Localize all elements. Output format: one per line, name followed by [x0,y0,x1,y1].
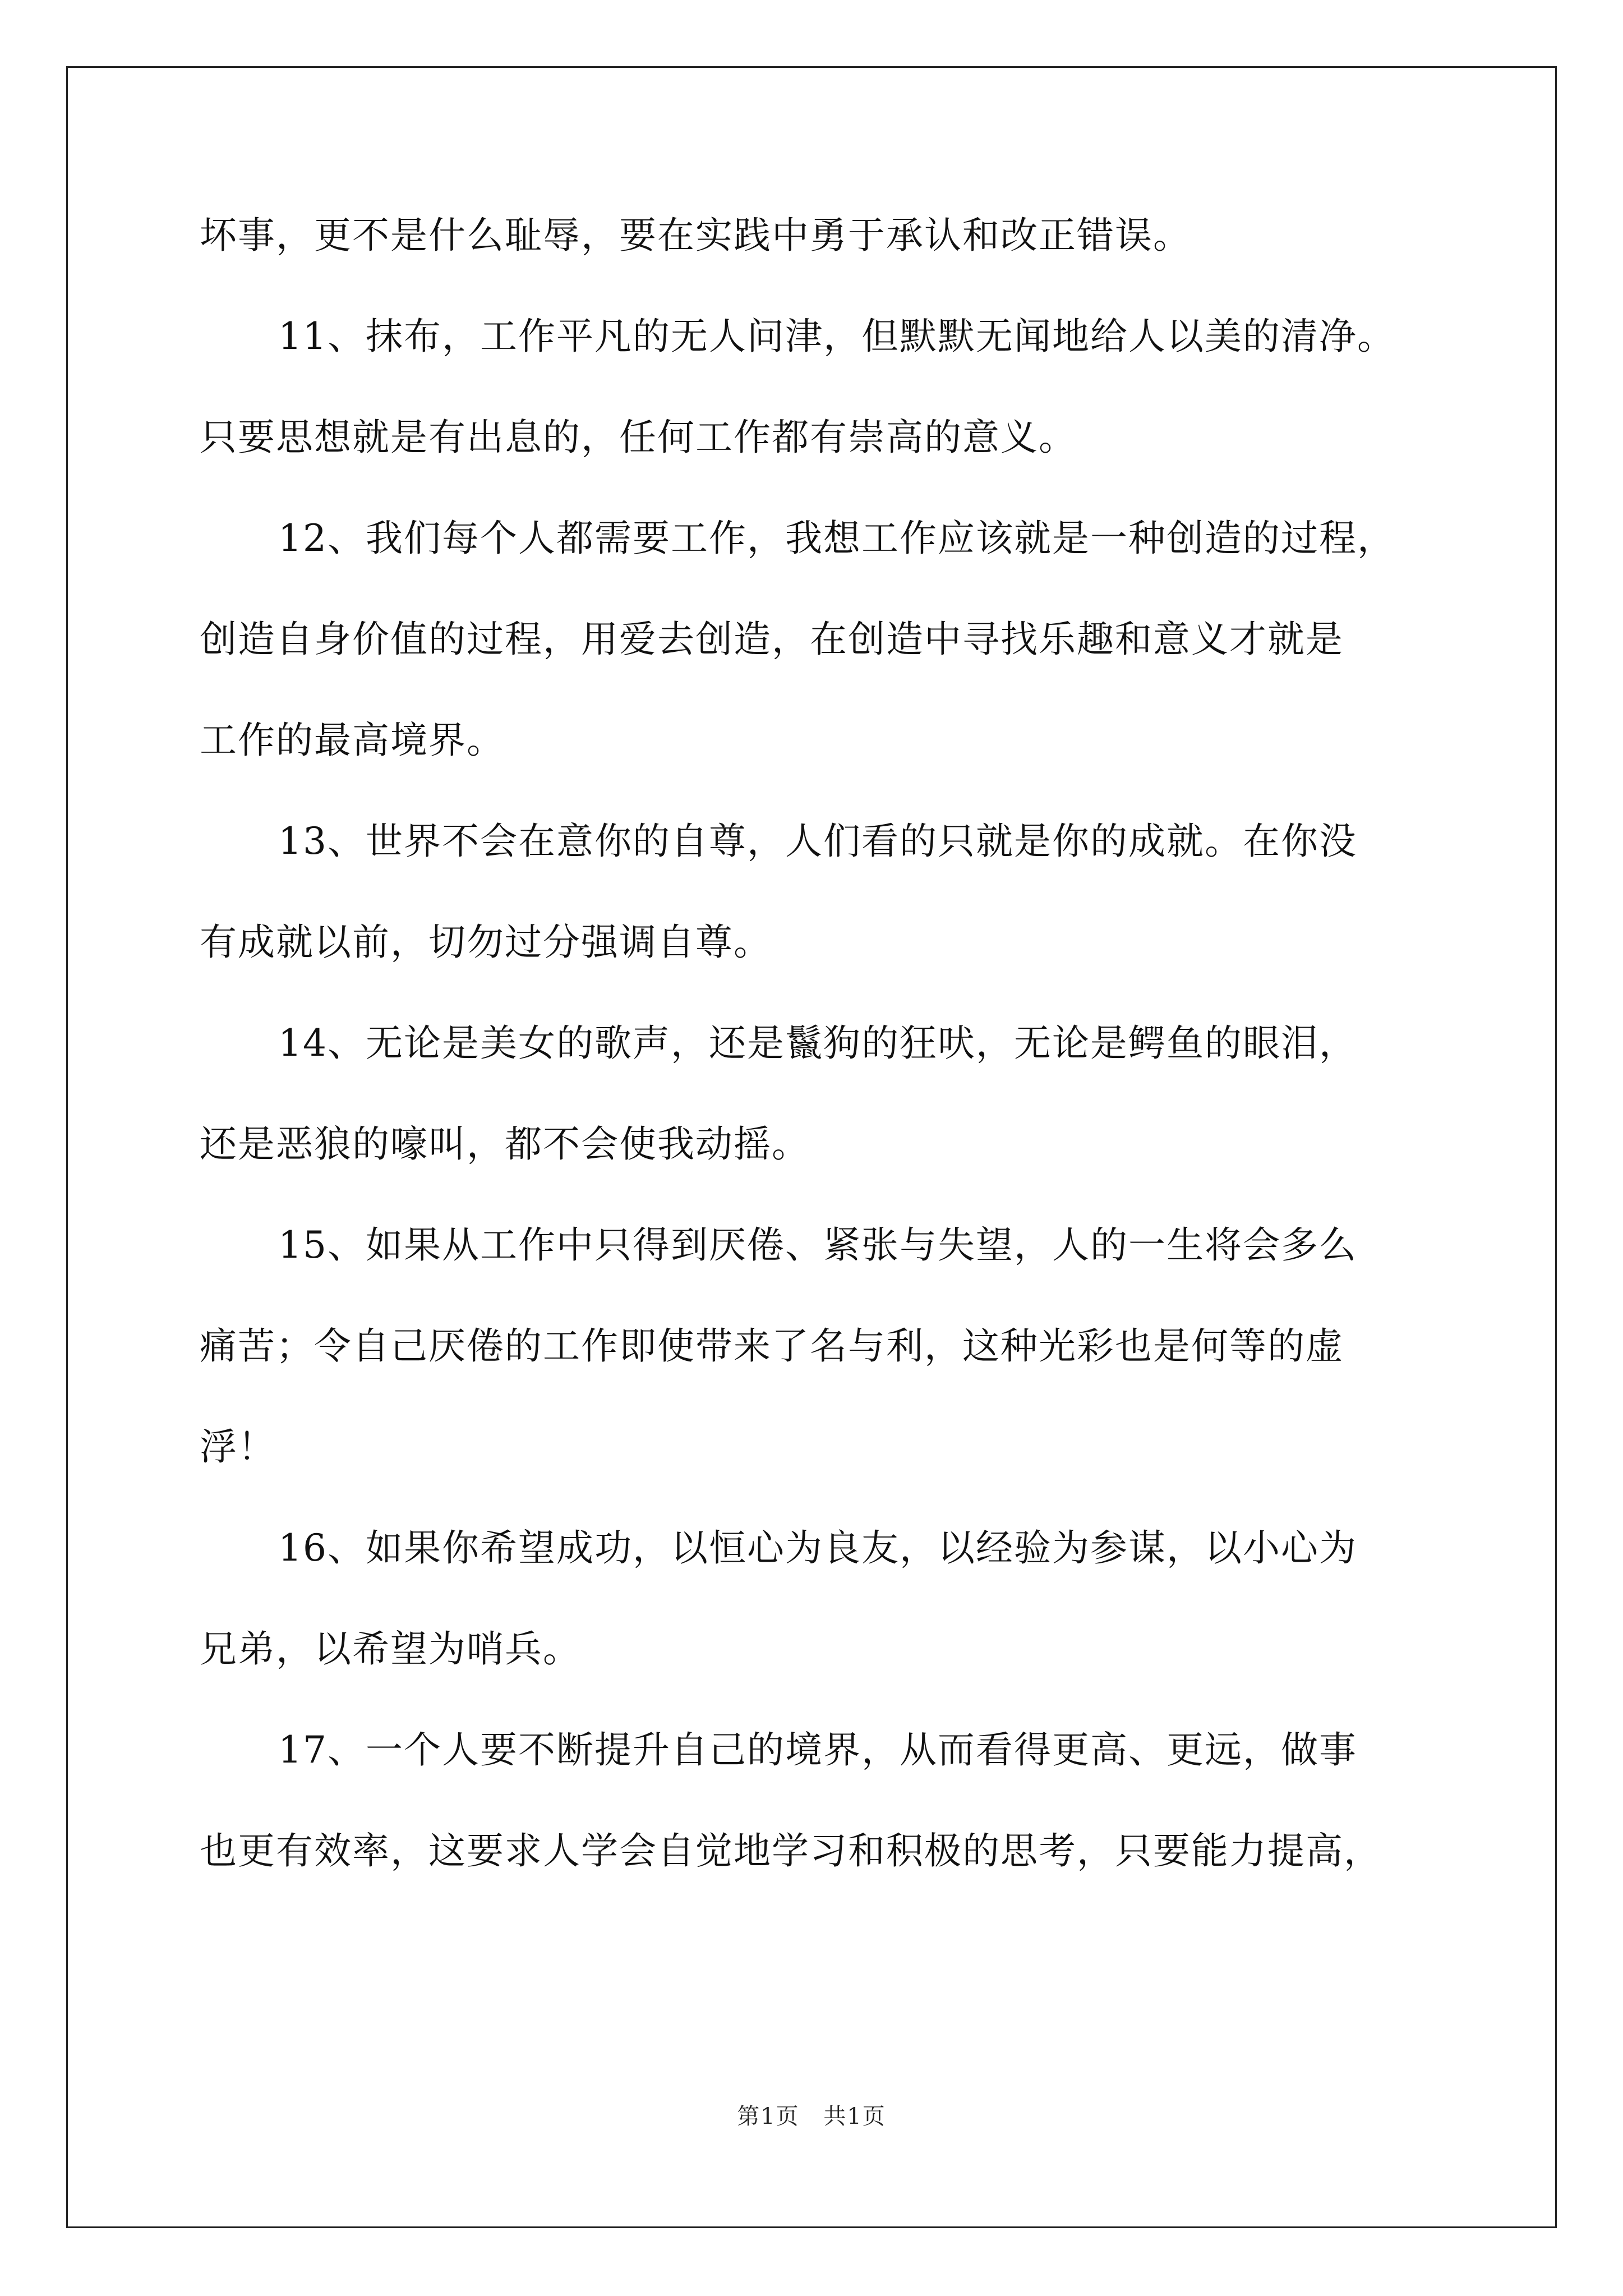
text-line: 兄弟，以希望为哨兵。 [200,1627,581,1671]
text-line: 痛苦；令自己厌倦的工作即使带来了名与利，这种光彩也是何等的虚 [200,1324,1344,1368]
text-line: 15、如果从工作中只得到厌倦、紧张与失望，人的一生将会多么 [278,1223,1357,1267]
text-line: 16、如果你希望成功，以恒心为良友，以经验为参谋，以小心为 [278,1526,1357,1570]
text-line: 创造自身价值的过程，用爱去创造，在创造中寻找乐趣和意义才就是 [200,618,1344,661]
text-line: 17、一个人要不断提升自己的境界，从而看得更高、更远，做事 [278,1728,1357,1772]
text-line: 工作的最高境界。 [200,719,505,762]
text-line: 11、抹布，工作平凡的无人问津，但默默无闻地给人以美的清净。 [278,315,1395,358]
page-total: 共1页 [823,2104,886,2129]
page-footer [0,2102,1623,2131]
text-line: 浮！ [200,1425,276,1469]
text-line: 坏事，更不是什么耻辱，要在实践中勇于承认和改正错误。 [200,214,1191,257]
text-line: 也更有效率，这要求人学会自觉地学习和积极的思考，只要能力提高， [200,1829,1382,1872]
text-line: 12、我们每个人都需要工作，我想工作应该就是一种创造的过程， [278,517,1395,560]
text-line: 有成就以前，切勿过分强调自尊。 [200,921,772,964]
text-line: 还是恶狼的嚎叫，都不会使我动摇。 [200,1122,810,1166]
text-line: 13、世界不会在意你的自尊，人们看的只就是你的成就。在你没 [278,820,1357,863]
text-line: 只要思想就是有出息的，任何工作都有崇高的意义。 [200,416,1077,459]
text-line: 14、无论是美女的歌声，还是鬣狗的狂吠，无论是鳄鱼的眼泪， [278,1022,1357,1065]
page-number: 第1页 [737,2104,800,2129]
